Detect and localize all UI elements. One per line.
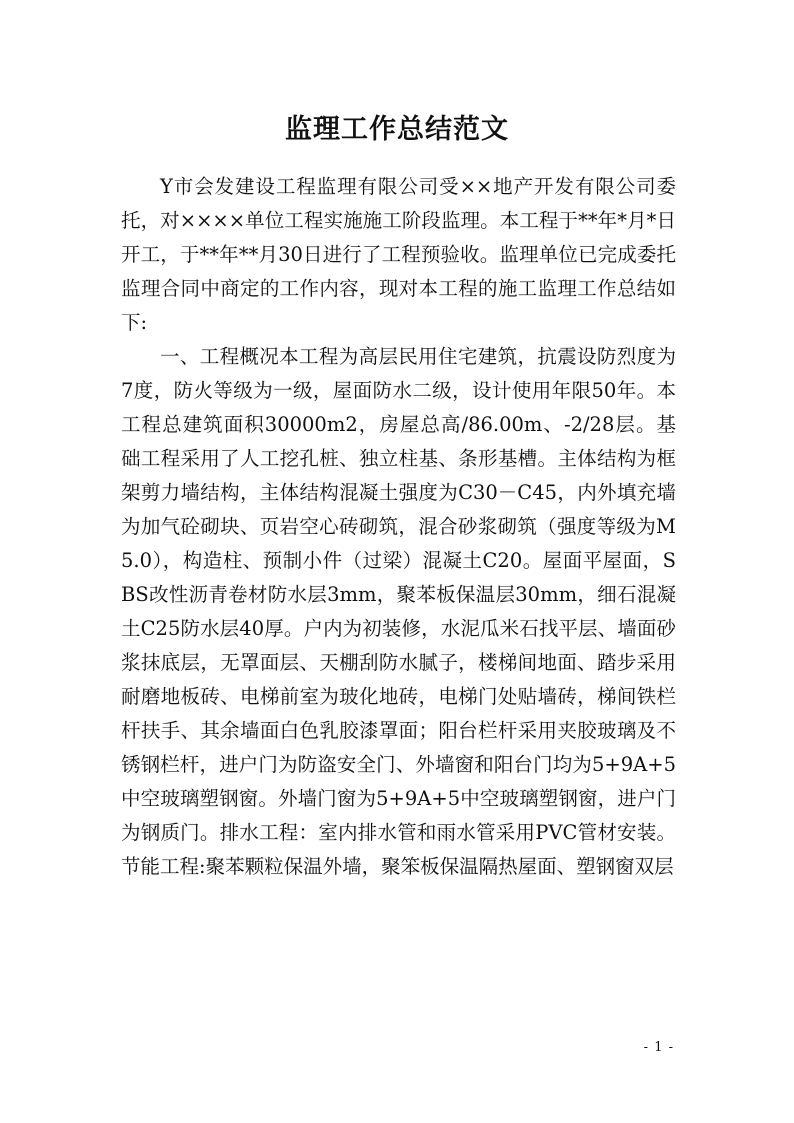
paragraph-intro: Y市会发建设工程监理有限公司受××地产开发有限公司委托，对××××单位工程实施施工阶段监理。本工程于**年*月*日开工，于**年**月30日进行了工程预验收。监理单位已完成委托监理合同中商定的工作内容，现对本工程的施工监理工作总结如下: [121,175,676,334]
document-title: 监理工作总结范文 [285,114,509,145]
paragraph-project-overview: 一、工程概况本工程为高层民用住宅建筑，抗震设防烈度为7度，防火等级为一级，屋面防水二级，设计使用年限50年。本工程总建筑面积30000m2，房屋总高/86.00m、-2/28层。基础工程采用了人工挖孔桩、独立柱基、条形基槽。主体结构为框架剪力墙结构，主体结构混凝土强度为C30－C45，内外填充墙为加气砼砌块、页岩空心砖砌筑，混合砂浆砌筑（强度等级为M5.0），构造柱、预制小件（过梁）混凝土C20。屋面平屋面，SBS改性沥青卷材防水层3mm，聚苯板保温层30mm，细石混凝土C25防水层40厚。户内为初装修，水泥瓜米石找平层、墙面砂浆抹底层，无罩面层、天棚刮防水腻子，楼梯间地面、踏步采用耐磨地板砖、电梯前室为玻化地砖，电梯门处贴墙砖，梯间铁栏杆扶手、其余墙面白色乳胶漆罩面；阳台栏杆采用夹胶玻璃及不锈钢栏杆，进户门为防盗安全门、外墙窗和阳台门均为5+9A+5中空玻璃塑钢窗。外墙门窗为5+9A+5中空玻璃塑钢窗，进户门为钢质门。排水工程：室内排水管和雨水管采用PVC管材安装。节能工程:聚苯颗粒保温外墙，聚笨板保温隔热屋面、塑钢窗双层 [121,345,676,878]
page-number: - 1 - [643,1040,674,1055]
document-body [121,170,676,884]
